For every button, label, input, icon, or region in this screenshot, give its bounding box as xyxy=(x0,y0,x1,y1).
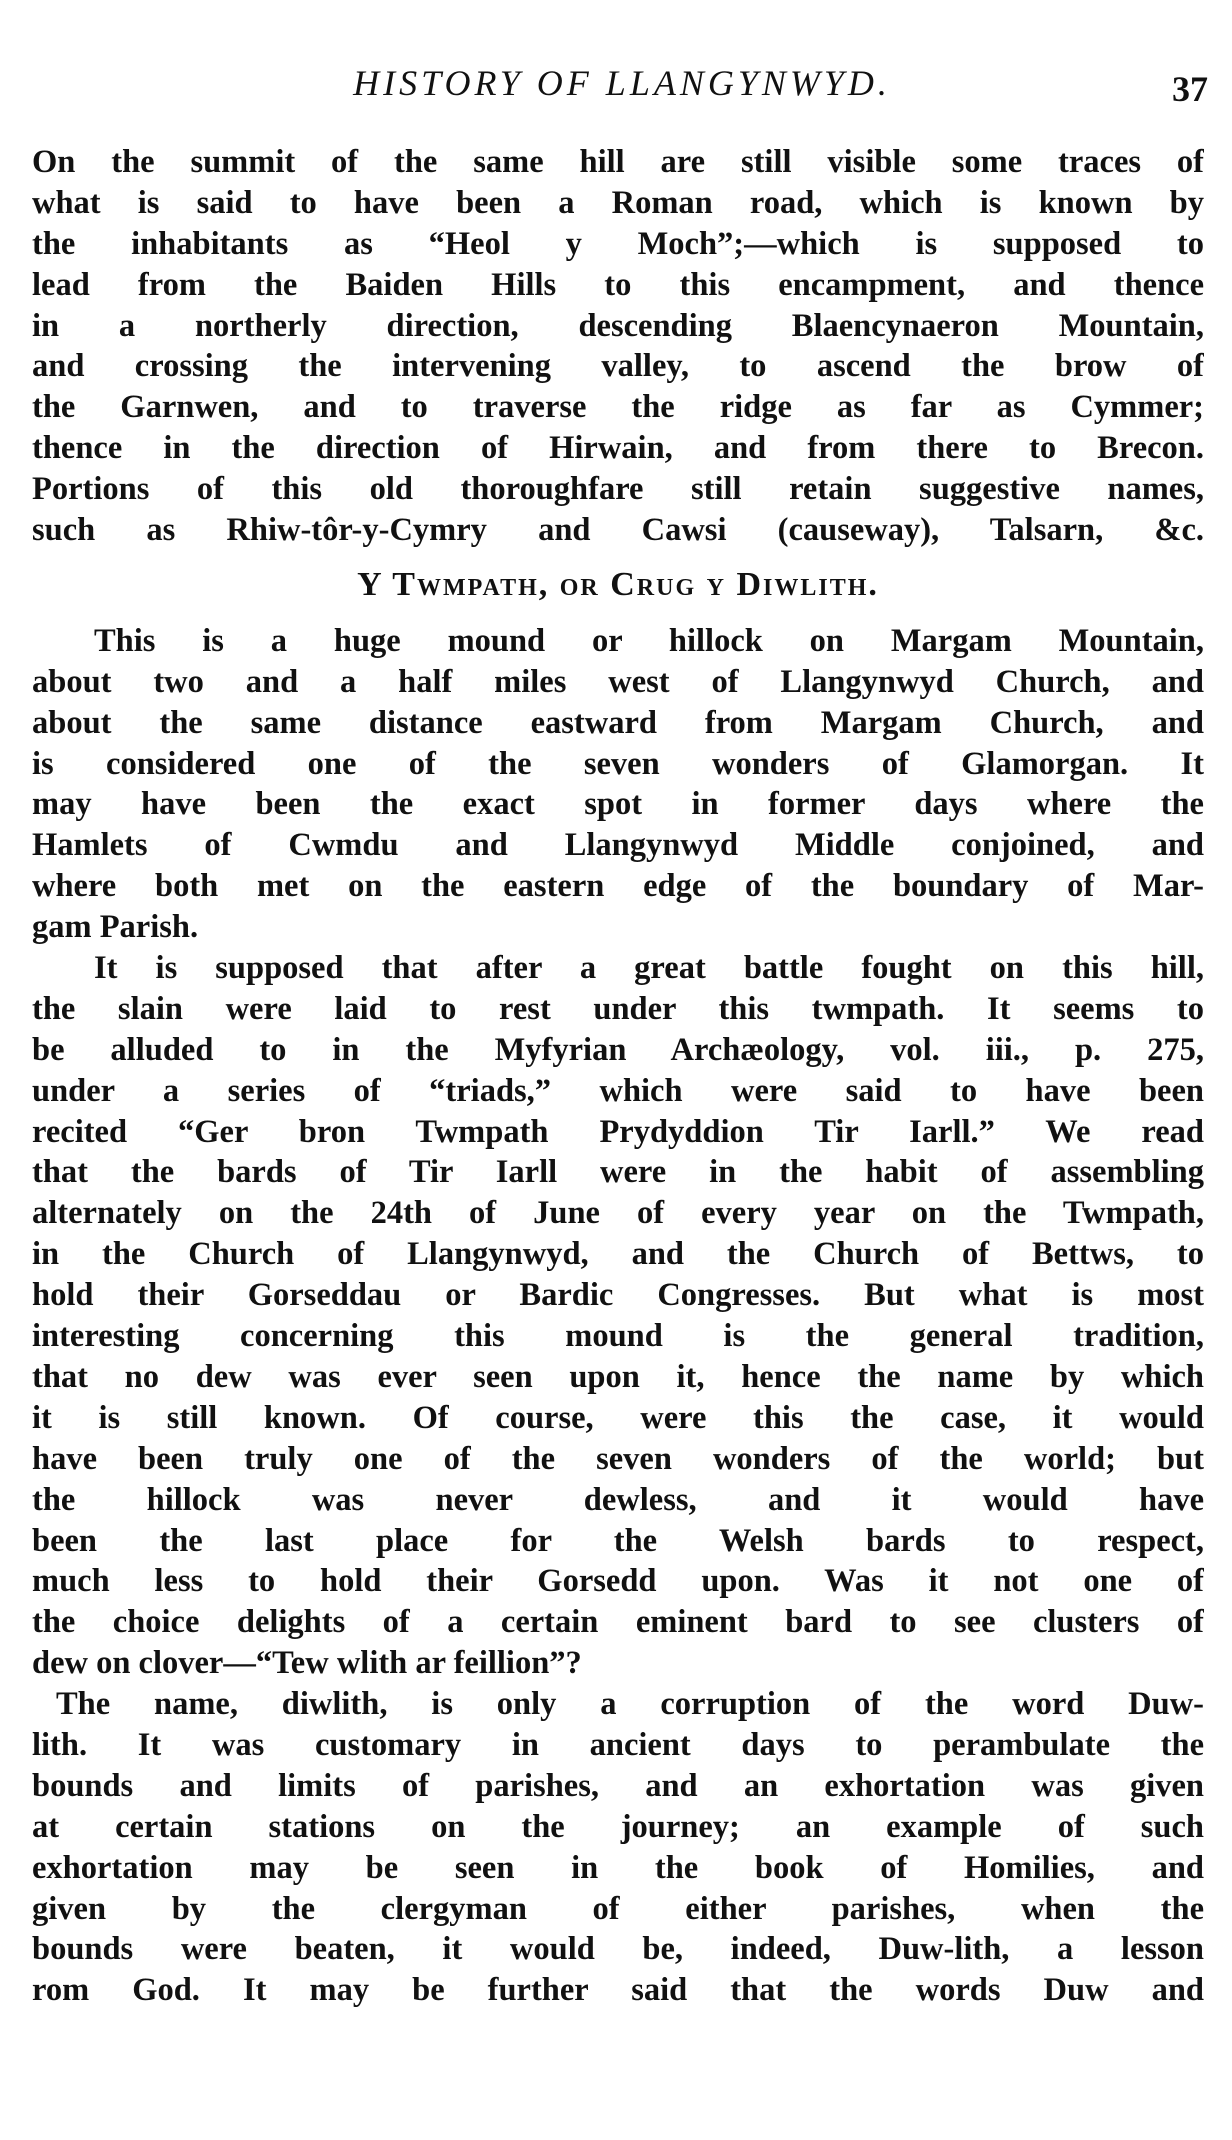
text-line: under a series of “triads,” which were said to have been xyxy=(32,1072,1204,1109)
text-line: lead from the Baiden Hills to this encampment, and thence xyxy=(32,266,1204,303)
section-heading: Y Twmpath, or Crug y Diwlith. xyxy=(357,565,879,603)
paragraph-mound xyxy=(32,621,1204,948)
text-line: what is said to have been a Roman road, which is known by xyxy=(32,184,1204,221)
paragraph-roman-road xyxy=(32,142,1204,551)
text-line: such as Rhiw-tôr-y-Cymry and Cawsi (causeway), Talsarn, &c. xyxy=(32,512,1204,549)
running-head xyxy=(36,62,1208,112)
text-line: bounds were beaten, it would be, indeed, Duw-lith, a lesson xyxy=(32,1931,1204,1968)
text-line: rom God. It may be further said that the words Duw and xyxy=(32,1972,1204,2009)
text-line: and crossing the intervening valley, to ascend the brow of xyxy=(32,348,1204,385)
text-line: interesting concerning this mound is the general tradition, xyxy=(32,1318,1204,1355)
text-line: that no dew was ever seen upon it, hence the name by which xyxy=(32,1358,1204,1395)
text-line: been the last place for the Welsh bards to respect, xyxy=(32,1522,1204,1559)
paragraph-diwlith xyxy=(32,1684,1204,2011)
text-line: gam Parish. xyxy=(32,909,199,946)
text-line: lith. It was customary in ancient days to perambulate the xyxy=(32,1726,1204,1763)
text-line: the Garnwen, and to traverse the ridge as far as Cymmer; xyxy=(32,389,1204,426)
text-line: in a northerly direction, descending Blaencynaeron Mountain, xyxy=(32,307,1204,344)
text-line: have been truly one of the seven wonders of the world; but xyxy=(32,1440,1204,1477)
text-line: in the Church of Llangynwyd, and the Church of Bettws, to xyxy=(32,1236,1204,1273)
text-line: Portions of this old thoroughfare still retain suggestive names, xyxy=(32,471,1204,508)
text-line: be alluded to in the Myfyrian Archæology, vol. iii., p. 275, xyxy=(32,1031,1204,1068)
text-line: the slain were laid to rest under this twmpath. It seems to xyxy=(32,990,1204,1027)
page-body xyxy=(32,142,1204,2011)
text-line: about the same distance eastward from Margam Church, and xyxy=(32,704,1204,741)
text-line: It is supposed that after a great battle fought on this hill, xyxy=(94,950,1204,987)
text-line: about two and a half miles west of Llangynwyd Church, and xyxy=(32,663,1204,700)
text-line: dew on clover—“Tew wlith ar feillion”? xyxy=(32,1645,582,1682)
text-line: On the summit of the same hill are still visible some traces of xyxy=(32,144,1204,180)
text-line: that the bards of Tir Iarll were in the habit of assembling xyxy=(32,1154,1204,1191)
text-line: the choice delights of a certain eminent bard to see clusters of xyxy=(32,1604,1204,1641)
text-line: where both met on the eastern edge of the boundary of Mar- xyxy=(32,868,1204,905)
text-line: The name, diwlith, is only a corruption of the word Duw- xyxy=(56,1686,1204,1723)
paragraph-battle xyxy=(32,948,1204,1684)
text-line: recited “Ger bron Twmpath Prydyddion Tir Iarll.” We read xyxy=(32,1113,1204,1150)
text-line: bounds and limits of parishes, and an exhortation was given xyxy=(32,1767,1204,1804)
text-line: exhortation may be seen in the book of Homilies, and xyxy=(32,1849,1204,1886)
text-line: alternately on the 24th of June of every year on the Twmpath, xyxy=(32,1195,1204,1232)
text-line: may have been the exact spot in former days where the xyxy=(32,786,1204,823)
text-line: much less to hold their Gorsedd upon. Was it not one of xyxy=(32,1563,1204,1600)
page-number: 37 xyxy=(1172,69,1208,109)
text-line: Hamlets of Cwmdu and Llangynwyd Middle conjoined, and xyxy=(32,827,1204,864)
text-line: the hillock was never dewless, and it would have xyxy=(32,1481,1204,1518)
text-line: it is still known. Of course, were this the case, it would xyxy=(32,1399,1204,1436)
running-title: HISTORY OF LLANGYNWYD. xyxy=(353,63,891,103)
text-line: is considered one of the seven wonders of Glamorgan. It xyxy=(32,745,1204,782)
text-line: at certain stations on the journey; an example of such xyxy=(32,1808,1204,1845)
text-line: given by the clergyman of either parishes, when the xyxy=(32,1890,1204,1927)
text-line: hold their Gorseddau or Bardic Congresses. But what is most xyxy=(32,1277,1204,1314)
text-line: This is a huge mound or hillock on Margam Mountain, xyxy=(94,622,1204,659)
text-line: thence in the direction of Hirwain, and from there to Brecon. xyxy=(32,430,1204,467)
text-line: the inhabitants as “Heol y Moch”;—which is supposed to xyxy=(32,225,1204,262)
